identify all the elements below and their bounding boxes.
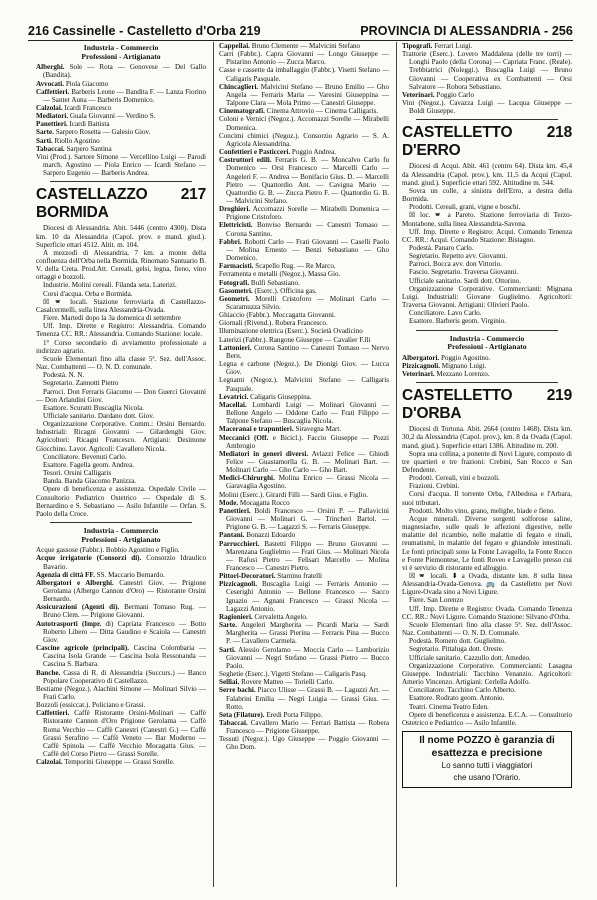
ad-line-1: Il nome POZZO è garanzia di <box>419 734 555 746</box>
entry: Diocesi di Tortona. Abit. 2664 (centro 1468). Dista km. 30,2 da Alessandria (Capol. prov.), km. 8 da Ovada (Capol. mand. giud.). Superficie ettari 1386. Altitudine m. 200. <box>402 425 572 450</box>
entry: Conciliatore. Tacchino Carlo Alberto. <box>409 686 516 695</box>
entry: Segretario. Zannotti Pietro <box>43 379 119 388</box>
entry: Alberghi. Sole — Rota — Genovese — Del Gallo (Bandita). <box>36 63 206 80</box>
entry: Esattore. Fagella geom. Andrea. <box>43 460 135 469</box>
entry: Tipografi. Ferrari Luigi. <box>402 42 473 50</box>
entry: Tabaccai. Cavallero Mario — Ferrari Battista — Robera Francesco — Prigione Giuseppe. <box>219 718 389 736</box>
entry: Autotrasporti (Impr. di) Capriata Francesco — Botto Roberto Libero — Ditta Gaudino e Scaiola — Canestri Giov. <box>36 619 206 644</box>
column-1 <box>36 42 206 887</box>
entry: Segretario. Repetto avv. Giovanni. <box>409 252 508 261</box>
entry: Acque irrigatorie (Consorzi di). Consorzio Idraulico Bavario. <box>36 554 206 571</box>
ad-line-3: Lo sanno tutti i viaggiatori <box>441 760 533 770</box>
entry: Scuole Elementari fino alla classe 5ª. Sez. dell'Assoc. Naz. Combattenti — O. N. D. Comunale. <box>402 620 572 638</box>
entry: Opere di beneficenza e assistenza. E.C.A. — Consultorio Ostetrico e Pediatrico — Asilo Infantile. <box>402 710 572 727</box>
entry: Veterinari. Poggio Carlo <box>402 90 475 99</box>
entry: Ferramenta e metalli (Negoz.). Massa Gio. <box>219 270 341 279</box>
entry: Ufficiale sanitario. Dardano dott. Giov. <box>43 411 155 420</box>
entries-list <box>219 42 389 752</box>
entry: Parroci. Don Ferraris Giacomo — Don Guerci Giovanni — Don Arlandini Giov. <box>36 387 206 404</box>
entry: Conciliatore. Lavo Carlo. <box>409 309 482 318</box>
entry: Diocesi di Alessandria. Abit. 5446 (centro 4300). Dista km. 10 da Alessandria (Capol. prov. e mand. giud.). Superficie ettari 4512. Altit. m. 104. <box>36 224 206 249</box>
town-title <box>402 124 572 160</box>
entry: Sarti. Alessio Gerolamo — Moccia Carlo — Lamborizio Giovanni — Negri Stefano — Grassi Pietro — Bucco Paolo. <box>219 645 389 670</box>
entry: Ufficiale sanitario. Cazzullo dott. Amedeo. <box>409 653 531 662</box>
entry: Agenzia di città FF. SS. Maccario Bernardo. <box>36 570 165 579</box>
town-description <box>402 162 572 325</box>
town-title <box>36 186 206 222</box>
town-name: CASTELLAZZO BORMIDA <box>36 186 148 222</box>
entry: Tabaccai. Sarpero Santina <box>36 144 112 153</box>
entry: Esattore. Rodrato geom. Antonio. <box>409 694 505 703</box>
ad-line-2: esattezza e precisione <box>431 746 543 759</box>
entry: Uff. Imp. Dirette e Registro: Acqui. Comando Tenenza CC. RR.: Acqui. Comando Stazione: Bistagno. <box>402 227 572 244</box>
entry: Pantani. Bonazzi Edoardo <box>219 531 296 540</box>
entry: Bestiame (Negoz.). Alachini Simone — Molinari Silvio — Frati Carlo. <box>36 684 206 701</box>
entry: Casse e cassette da imballaggio (Fabbr.). Visetti Stefano — Caligaris Pasquale. <box>219 66 389 83</box>
entry: Frazioni. Crebini. <box>409 482 460 491</box>
town-name: CASTELLETTO D'ORBA <box>402 387 513 423</box>
town-name: CASTELLETTO D'ERRO <box>402 124 513 160</box>
entry: Panettieri. Icardi Battista <box>36 120 110 129</box>
entry: Geometri. Morelli Cristoforo — Molinari Carlo — Scaramuzza Silvio. <box>219 294 389 311</box>
entry: Illuminazione elettrica (Eserc.). Società Ovadicino <box>219 327 363 336</box>
header-left: 216 Cassinelle - Castelletto d'Orba 219 <box>28 24 261 38</box>
entry: Albergatori e Alberghi. Canestri Giov. — Prigione Gerolama (Albergo Cannon d'Oro) — Ristorante Orsini Bernardo. <box>36 578 206 604</box>
entry: Prodotti. Cereali, grani, vigne e boschi. <box>409 203 521 212</box>
entry: Corsi d'acqua. Orba e Bormida. <box>43 289 133 298</box>
section-heading: Industria - Commercio Professioni - Artigianato <box>81 43 161 61</box>
entry: Avvocati. Piola Giacomo <box>36 79 109 88</box>
entry: Tesori. Orsini Calligaris <box>43 469 112 478</box>
entry: Scuole Elementari fino alla classe 5ª. Sez. dell'Assoc. Naz. Combattenti — O. N. D. comunale. <box>36 354 206 372</box>
entry: Chincaglieri. Malvicini Stefano — Bruno Emilio — Gho Angela — Ferraris Maria — Varesini Giuseppina — Talpone Clara — Mola Primo — Canestri Giuseppe. <box>219 82 389 108</box>
town-title <box>402 387 572 423</box>
entry: Sarti. Riollo Agostino <box>36 136 100 145</box>
entry: Seghetie (Eserc.). Vigetti Stefano — Caligaris Pasq. <box>219 670 367 679</box>
entry: Molini (Eserc.). Girardi Filli — Sardi Gius. e Figlio. <box>219 490 368 499</box>
entry: Costruttori edili. Ferraris G. B. — Moncalvo Carlo fu Domenico — Orsi Francesco — Marcelli Carlo — Angeleri F. — Andrea — Bonifacio Gius. D. — Marcelli Pietro — Quattordio Ant. — Cavigna Mario — Quattordio G. B. — Zucca Pietro F. — Quattordio G. B. — Malvicini Stefano. <box>219 156 389 205</box>
pozzo-advertisement <box>402 731 572 788</box>
entry: Organizzazione Corporative. Commercianti: Mignana Luigi. Industriali: Giovane Guglielmo. Agricoltori: Traversa Giovanni. Artigiani: Olivieri Paolo. <box>402 284 572 310</box>
entry: Vini (Prod.). Sartore Simone — Vercellino Luigi — Parodi march. Agostino — Piola Enrico — Icardi Stefano — Sarpero Eugenio — Barberis Andrea. <box>36 152 206 178</box>
entry: Mode. Mocagatta Rocco <box>219 498 290 507</box>
page-header <box>28 20 573 41</box>
entry: Banche. Cassa di R. di Alessandria (Succurs.) — Banco Popolare Cooperativo di Castellazzo. <box>36 668 206 685</box>
entry: Seta (Filature). Eredi Porta Filippo. <box>219 710 323 719</box>
town-description <box>36 224 206 518</box>
entry: Acque minerali. Diverse sorgenti solforose saline, magnesiache, sulle quali le affezioni digestive, nelle malattie del ricambio, nelle malattie di fegato e rinali, reumatismi, in malattie del fegato e ghiandole intestinali. Le fonti principali sono la Fonte Lavagello, la Fonte Rocco e Fonte Piemontese, Le fonti Roveo e Lavagello presso cui vi è servizio di ristorante ed alloggio. <box>402 514 572 572</box>
entry: Fiere. San Lorenzo <box>409 596 464 605</box>
entry: Ragionieri. Cervaletta Angelo. <box>219 612 308 621</box>
column-rule-2 <box>396 42 397 887</box>
entry: Medici-Chirurghi. Molina Enrico — Grassi Nicola — Garavaglia Agostino. <box>219 474 389 491</box>
entry: Carri (Fabbr.). Capra Giovanni — Longo Giuseppe — Pistarino Antonio — Zucca Marco. <box>219 50 389 67</box>
entry: Trattorie (Eserc.). Lovero Maddalena (delle tre torri) — Longhi Paolo (della Corona) — Capriata Franc. (Reale). Trebbiatrici (Noleggi.). Buscaglia Luigi — Bruno Giovanni — Cooperativa ex Combattenti — Orsi Salvatore — Robora Sebastiano. <box>402 50 572 91</box>
entry: Uff. Imp. Dirette e Registro: Ovada. Comando Tenenza CC. RR.: Novi Ligure. Comando Stazione: Silvano d'Orba. <box>402 604 572 621</box>
ad-line-4: che usano l'Orario. <box>453 772 521 782</box>
entry: Cinematografi. Cinema Attrovio — Cinema Calligaris. <box>219 107 378 116</box>
entry: 1° Corso secondario di avviamento professionale a indirizzo agrario. <box>36 338 206 355</box>
entry: Parrucchieri. Bastetti Filippo — Bruno Giovanni — Marenzana Guglielmo — Frati Gius. — Molinari Nicola — Rafusi Pietro — Felisari Marcello — Molina Francesco — Canestri Pietro. <box>219 539 389 572</box>
entry: Caffettieri. Barberis Leone — Bandita F. — Lanza Fiorino — Santer Auna — Barberis Domenico. <box>36 87 206 104</box>
entry: Lattonieri. Corona Santino — Canestri Tomaso — Nervo Bern. <box>219 343 389 360</box>
entry: Mediatori in generi diversi. Avlazzi Felice — Ghiodi Felice — Guastamorlla G. B. — Molinari Bart. — Molinari Carlo — Gho Carlo — Gho Bart. <box>219 449 389 475</box>
entries-list <box>402 354 572 378</box>
entry: Calzolai. Icardi Francesco <box>36 103 112 112</box>
town-description <box>402 425 572 727</box>
entry: Cascine agricole (principali). Cascina Colombaria — Cascina Isola Grande — Cascina Isola Ressonanda — Cascina S. Barbara. <box>36 644 206 669</box>
entry: Pittori-Decoratori. Starnino fratelli <box>219 572 323 581</box>
entry: Panettieri. Boldi Francesco — Orsini P. — Pallavicini Giovanni — Molinari G. — Trincheri Bartol. — Prigione G. B. — Lagazzi S. — Ferraris Giuseppe. <box>219 506 389 532</box>
entries-list <box>36 546 206 766</box>
entry: Industrie. Molini cereali. Filanda seta. Laterizi. <box>43 281 177 290</box>
entry: Parroci. Bocca avv. don Vittorio. <box>409 260 502 269</box>
entry: Mediatori. Guala Giovanni — Verdino S. <box>36 112 156 121</box>
entry: Podestà. N. N. <box>43 371 85 380</box>
entry: Legna e carbone (Negoz.). De Dionigi Giov. — Lucca Giov. <box>219 360 389 377</box>
entry: Albergatori. Poggio Agostino. <box>402 353 491 362</box>
entry: Vini (Negoz.). Cavazza Luigi — Lacqua Giuseppe — Boldi Giuseppe. <box>402 99 572 116</box>
entry: Veterinari. Mezzano Lorenzo. <box>402 370 490 379</box>
entry: Levatrici. Caligaris Giuseppina. <box>219 392 312 401</box>
entry: Corsi d'acqua. Il torrente Orba, l'Albedosa e l'Arbara, suoi tributari. <box>402 490 572 507</box>
entry: Fiere. Martedì dopo la 3a domenica di settembre <box>43 314 181 323</box>
entry: A mezzodì di Alessandria, 7 km. a monte della confluenza dell'Orba nella Bormida. Rinomato Santuario B. V. della Creta. Prod.Att. Cereali, gelsi, legna, fieno, vino ortaggi e bozzoli. <box>36 248 206 282</box>
entries-list <box>402 42 572 115</box>
entry: Farmacisti. Scapello Rug. — Re Marco. <box>219 262 336 271</box>
entry: Meccanici (Off. e Bicicl.). Faccio Giuseppe — Pozzi Ambrogio <box>219 433 389 450</box>
entry: Esattore. Scuratti Buscaglia Nicola. <box>43 403 145 412</box>
entry: Sovra un colle, a sinistra dell'Erro, a destra della Bormida. <box>402 186 572 204</box>
entry: ☒ 🕿 locali. ⬇ a Ovada, distante km. 8 sulla linea Alessandria-Ovada-Genova. 🚌 da Castelletto per Novi Ligure-Ovada sino a Novi Ligure. <box>402 572 572 597</box>
town-number: 218 <box>546 124 572 142</box>
entry: ☒ loc. 🕿 a Pareto. Stazione ferroviaria di Terzo-Montabone, sulla linea Alessandria-Savona. <box>402 211 572 228</box>
entry: Gasometri. (Eserc.). Officina gas. <box>219 286 317 295</box>
entry: ☒ 🕿 locali. Stazione ferroviaria di Castellazzo-Casalcermelli, sulla linea Alessandria-Ovada. <box>36 297 206 314</box>
entry: Assicurazioni (Agenti di). Bermani Tomaso Rug. — Bruno Clem. — Prigione Giovanni. <box>36 603 206 620</box>
entry: Ghiaccio (Fabbr.). Moccagatta Giovanni. <box>219 311 336 320</box>
entry: Sopra una collina, a ponente di Novi Ligure, composto di tre quartieri e tre frazioni: Crebini, San Rocco e San Defendente. <box>402 449 572 474</box>
entry: Segretario. Pittaluga dott. Oreste. <box>409 645 504 654</box>
entry: Conciliatore. Bevenuti Carlo. <box>43 452 127 461</box>
divider <box>50 181 192 182</box>
section-heading: Industria - Commercio Professioni - Artigianato <box>81 526 161 544</box>
entry: Serre bachi. Piacco Ulisse — Grassi B. — Laguzzi Art. — Falabrini Emilia — Negri Luigia — Grassi Gius. — Rotto. <box>219 686 389 711</box>
entry: Fabbri. Robotti Carlo — Frati Giovanni — Caselli Paolo — Molina Ernesto — Benzi Sebastiano — Gho Domenico. <box>219 237 389 263</box>
entry: Selliai. Rovere Matteo — Torielli Carlo. <box>219 678 335 687</box>
column-2 <box>219 42 389 887</box>
entry: Pizzicagnoli. Buscaglia Luigi — Ferraris Antonio — Ceserighi Antonio — Bellone Francesco — Sacco Ignazio — Agnani Francesco — Grassi Nicola — Lagazzi Antonio. <box>219 580 389 613</box>
entry: Fotografi. Bulfi Sebastiano. <box>219 278 300 287</box>
entry: Calzolai. Temporini Giuseppe — Grassi Sorelle. <box>36 758 175 767</box>
entry: Podestà. Panaro Carlo. <box>409 243 474 252</box>
entry: Podestà. Romero dott. Guglielmo. <box>409 637 506 646</box>
header-right: PROVINCIA DI ALESSANDRIA - 256 <box>360 24 573 38</box>
entry: Prodotti. Molto vino, grano, melighe, biade e fieno. <box>409 506 556 515</box>
town-number: 219 <box>546 387 572 405</box>
entry: Banda. Banda Giacomo Panizza. <box>43 477 137 486</box>
entry: Droghieri. Accomazzi Sorelle — Mirabelli Domenica — Prigione Cristoforo. <box>219 205 389 222</box>
entry: Bozzoli (essiccat.). Policiano e Grassi. <box>36 701 146 710</box>
entry: Elettricisti. Bonviso Bernardo — Canestri Tomaso — Corona Santino. <box>219 221 389 238</box>
entry: Acque gassose (Fabbr.). Bobbio Agostino e Figlio. <box>36 546 180 555</box>
entry: Diocesi di Acqui. Abit. 461 (centro 64). Dista km. 45,4 da Alessandria (Capol. prov.), km. 11,5 da Acqui (Capol. mand. giud.). Superficie ettari 592. Altitudine m. 544. <box>402 162 572 187</box>
entry: Pizzicagnoli. Mignano Luigi. <box>402 361 487 370</box>
entry: Sarte. Angeleri Margherita — Picardi Maria — Sardi Margherita — Grassi Pierina — Ferraris Pina — Bucco P. — Cavallero Carmela. <box>219 621 389 646</box>
entry: Sarte. Sarpero Rosetta — Galesio Giov. <box>36 128 151 137</box>
entry: Macellai. Lombardi Luigi — Molinari Giovanni — Bellone Angelo — Oddone Carlo — Frati Filippo — Talpone Stefano — Buscaglia Nicola. <box>219 400 389 426</box>
entry: Tessuti (Negoz.). Ugo Giuseppe — Poggio Giovanni — Gho Dom. <box>219 735 389 752</box>
entry: Teatri. Cinema Teatro Eden. <box>409 702 489 711</box>
entry: Esattore. Barberis geom. Virginio. <box>409 317 507 326</box>
entry: Laterizi (Fabbr.). Rangone Giuseppe — Cavalier F.lli <box>219 335 371 344</box>
entry: Coloni e Vernici (Negoz.). Accomazzi Sorelle — Mirabelli Domenica. <box>219 115 389 132</box>
entry: Legnami (Negoz.). Malvicini Stefano — Calligaris Pasquale. <box>219 376 389 393</box>
entry: Cappellai. Bruno Clemente — Malvicini Stefano <box>219 42 361 50</box>
entry: Maceranai e trapuntieri. Siravegna Mart. <box>219 425 342 434</box>
section-heading: Industria - Commercio Professioni - Artigianato <box>447 333 527 352</box>
entry: Giornali (Rivend.). Robera Francesco. <box>219 319 328 328</box>
entry: Confettieri e Pasticceri. Poggio Andrea. <box>219 148 337 157</box>
town-number: 217 <box>180 186 206 204</box>
entry: Prodotti. Cereali, vini e bozzoli. <box>409 474 500 483</box>
divider <box>416 382 558 383</box>
entry: Opere di beneficenza e assistenza. Ospedale Civile — Consultorio Pediatrico Ostetrico — Ospedale di S. Bernardino e S. Sebastiano — Asilo Infantile — Orfan. S. Paolo della Croce. <box>36 485 206 518</box>
column-3 <box>402 42 572 887</box>
divider <box>50 522 192 523</box>
column-rule-1 <box>213 42 214 887</box>
entry: Caffettieri. Caffè Ristorante Orsini-Molinari — Caffè Ristorante Cannon d'Oro Prigione Gerolama — Caffè Roma Vecchio — Caffè Canestri (Canestri G.) — Caffè Grassi Serafino — Caffè Veneto — Bar Moderno — Caffè Spinola — Caffè Vecchio Mocagatta Gius. — Caffè del Corso Pietro — Grassi Sorelle. <box>36 709 206 759</box>
entry: Organizzazione Corporative. Comm.: Orsini Bernardo. Industriali: Ricagni Giovanni — Gilardenghi Giov. Agricoltori: Ricagni Francesco. Artigiani: Desimone Giocchino. Lavor. Agricoli: Cavallero Nicola. <box>36 420 206 453</box>
entry: Uff. Imp. Dirette e Registro: Alessandria. Comando Tenenza CC. RR.: Alessandria. Comando Stazione: locale. <box>36 322 206 339</box>
entry: Ufficiale sanitario. Sardi dott. Ottorino. <box>409 276 521 285</box>
entry: Concimi chimici (Negoz.). Consorzio Agrario — S. A. Agricola Alessandrina. <box>219 131 389 148</box>
entries-list <box>36 63 206 177</box>
entry: Fascio. Segretario. Traversa Giovanni. <box>409 268 519 277</box>
divider <box>416 330 558 331</box>
divider <box>416 119 558 120</box>
entry: Organizzazione Corporative. Commercianti: Lasagna Giuseppe. Industriali: Tacchino Venanzio. Agricoltori: Amerio Vincenzo. Artigiani: Cerlella Adolfo. <box>402 661 572 687</box>
